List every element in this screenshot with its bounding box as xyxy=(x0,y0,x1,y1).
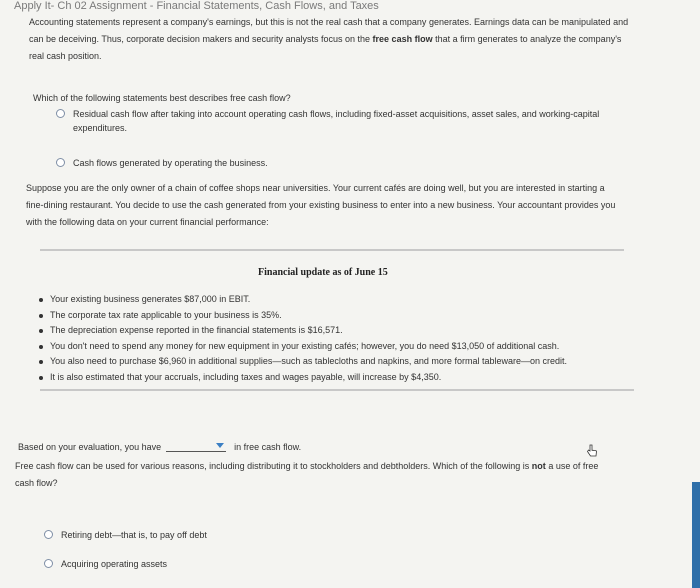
q2-text-before: Based on your evaluation, you have xyxy=(18,442,162,452)
scenario-line-1: Suppose you are the only owner of a chain of coffee shops near universities. Your current cafés are doing well, but you are interested in starting a xyxy=(26,183,605,193)
chevron-down-icon xyxy=(216,443,224,448)
scenario-line-3: with the following data on your current financial performance: xyxy=(26,217,269,227)
q3-bold-not: not xyxy=(531,461,546,471)
bullet-ebit: Your existing business generates $87,000 in EBIT. xyxy=(38,292,658,308)
divider-top xyxy=(40,249,624,251)
q3-line-1 xyxy=(15,458,695,475)
radio-button[interactable] xyxy=(44,530,53,539)
q1-option-1-label xyxy=(73,107,599,135)
q2-sentence xyxy=(18,440,301,452)
q1-option-2[interactable] xyxy=(56,156,268,170)
free-cash-flow-dropdown[interactable] xyxy=(166,440,226,452)
q3-option-2-label: Acquiring operating assets xyxy=(61,559,168,569)
q3-line-1-end: a use of free xyxy=(548,461,599,471)
radio-button[interactable] xyxy=(56,109,65,118)
q1-option-2-label: Cash flows generated by operating the business. xyxy=(73,158,268,168)
bullet-accruals: It is also estimated that your accruals, including taxes and wages payable, will increase by $4,350. xyxy=(38,370,658,386)
q3-prompt xyxy=(15,458,695,492)
q3-line-1-start: Free cash flow can be used for various reasons, including distributing it to stockholders and debtholders. Which of the following is xyxy=(15,461,530,471)
radio-button[interactable] xyxy=(56,158,65,167)
intro-line-3: real cash position. xyxy=(29,51,102,61)
q1-option-1-line-1: Residual cash flow after taking into account operating cash flows, including fixed-asset acquisitions, asset sales, and working-capital xyxy=(73,109,600,119)
q3-option-1-label: Retiring debt—that is, to pay off debt xyxy=(61,530,207,540)
q1-option-1[interactable] xyxy=(56,107,666,135)
radio-button[interactable] xyxy=(44,559,53,568)
bullet-depreciation: The depreciation expense reported in the financial statements is $16,571. xyxy=(38,323,658,339)
financial-bullets xyxy=(38,292,658,385)
window-title: Apply It- Ch 02 Assignment - Financial Statements, Cash Flows, and Taxes xyxy=(14,0,379,12)
intro-paragraph xyxy=(29,14,679,65)
side-tab[interactable] xyxy=(692,482,700,588)
scenario-line-2: fine-dining restaurant. You decide to use the cash generated from your existing business to enter into a new business. Your accountant provides you xyxy=(26,200,616,210)
q1-prompt: Which of the following statements best describes free cash flow? xyxy=(33,93,291,103)
intro-bold-term: free cash flow xyxy=(372,34,433,44)
bullet-supplies: You also need to purchase $6,960 in additional supplies—such as tablecloths and napkins, and more formal tableware—on credit. xyxy=(38,354,658,370)
financial-update-title: Financial update as of June 15 xyxy=(258,267,388,278)
bullet-tax-rate: The corporate tax rate applicable to your business is 35%. xyxy=(38,308,658,324)
q2-text-after: in free cash flow. xyxy=(234,442,302,452)
intro-line-2-end: that a firm generates to analyze the company's xyxy=(435,34,622,44)
intro-line-2 xyxy=(29,31,679,48)
hand-cursor-icon xyxy=(586,444,598,458)
scenario-paragraph xyxy=(26,180,686,231)
q3-option-2[interactable] xyxy=(44,557,167,571)
intro-line-1: Accounting statements represent a company's earnings, but this is not the real cash that a company generates. Earnings data can be manipulated and xyxy=(29,17,629,27)
divider-bottom xyxy=(40,389,634,391)
intro-line-2-start: can be deceiving. Thus, corporate decision makers and security analysts focus on the xyxy=(29,34,371,44)
q3-option-1[interactable] xyxy=(44,528,207,542)
bullet-equipment-cash: You don't need to spend any money for new equipment in your existing cafés; however, you do need $13,050 of additional cash. xyxy=(38,339,658,355)
q1-option-1-line-2: expenditures. xyxy=(73,123,128,133)
q3-line-2: cash flow? xyxy=(15,478,58,488)
